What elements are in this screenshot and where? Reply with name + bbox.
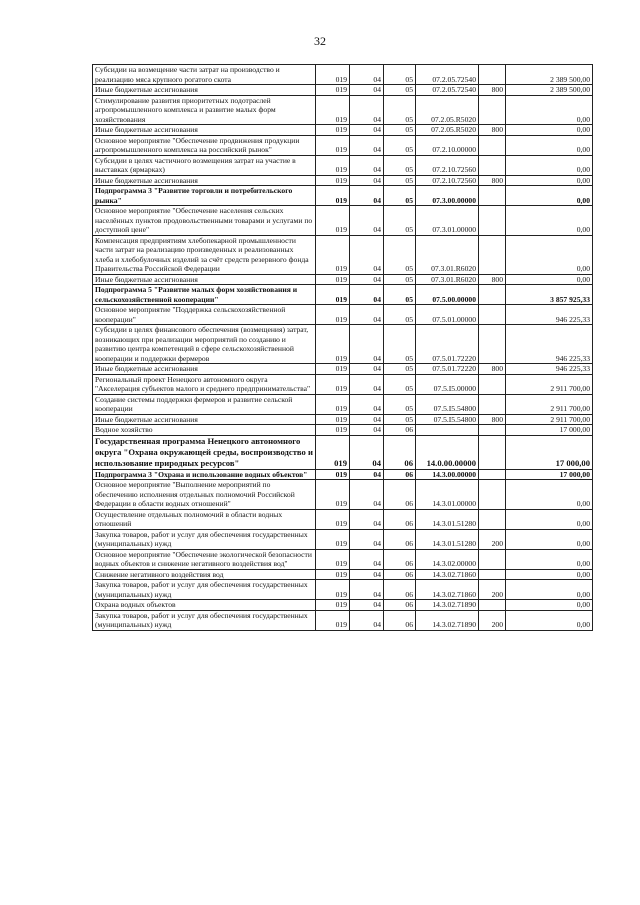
row-name-cell: Создание системы поддержки фермеров и развитие сельской кооперации bbox=[93, 394, 316, 414]
expense-type-cell bbox=[479, 155, 506, 175]
row-name-cell: Закупка товаров, работ и услуг для обеспечения государственных (муниципальных) нужд bbox=[93, 580, 316, 600]
admin-code-cell: 019 bbox=[316, 569, 350, 580]
section-cell: 04 bbox=[350, 580, 384, 600]
subsection-cell: 05 bbox=[384, 235, 416, 274]
expense-type-cell bbox=[479, 325, 506, 364]
row-name-cell: Подпрограмма 5 "Развитие малых форм хозяйствования и сельскохозяйственной кооперации" bbox=[93, 285, 316, 305]
admin-code-cell: 019 bbox=[316, 610, 350, 630]
expense-type-cell bbox=[479, 206, 506, 236]
target-article-cell: 14.3.02.71860 bbox=[416, 569, 479, 580]
admin-code-cell: 019 bbox=[316, 155, 350, 175]
row-name-cell: Подпрограмма 3 "Развитие торговли и потребительского рынка" bbox=[93, 186, 316, 206]
subsection-cell: 05 bbox=[384, 186, 416, 206]
section-cell: 04 bbox=[350, 374, 384, 394]
target-article-cell: 14.3.00.00000 bbox=[416, 469, 479, 480]
admin-code-cell: 019 bbox=[316, 285, 350, 305]
admin-code-cell: 019 bbox=[316, 175, 350, 186]
admin-code-cell: 019 bbox=[316, 580, 350, 600]
row-name-cell: Охрана водных объектов bbox=[93, 600, 316, 611]
expense-type-cell bbox=[479, 65, 506, 85]
row-name-cell: Субсидии в целях частичного возмещения затрат на участие в выставках (ярмарках) bbox=[93, 155, 316, 175]
subsection-cell: 06 bbox=[384, 600, 416, 611]
amount-cell: 0,00 bbox=[506, 509, 593, 529]
expense-type-cell bbox=[479, 469, 506, 480]
target-article-cell: 14.0.00.00000 bbox=[416, 435, 479, 469]
target-article-cell: 14.3.01.51280 bbox=[416, 509, 479, 529]
table-row bbox=[93, 425, 593, 436]
subsection-cell: 06 bbox=[384, 509, 416, 529]
row-name-cell: Иные бюджетные ассигнования bbox=[93, 125, 316, 136]
admin-code-cell: 019 bbox=[316, 135, 350, 155]
admin-code-cell: 019 bbox=[316, 469, 350, 480]
expense-type-cell bbox=[479, 425, 506, 436]
expense-type-cell: 800 bbox=[479, 364, 506, 375]
section-cell: 04 bbox=[350, 155, 384, 175]
target-article-cell: 07.2.05.R5020 bbox=[416, 125, 479, 136]
amount-cell: 0,00 bbox=[506, 125, 593, 136]
expense-type-cell: 800 bbox=[479, 175, 506, 186]
row-name-cell: Закупка товаров, работ и услуг для обеспечения государственных (муниципальных) нужд bbox=[93, 529, 316, 549]
subsection-cell: 06 bbox=[384, 569, 416, 580]
section-cell: 04 bbox=[350, 95, 384, 125]
table-row bbox=[93, 285, 593, 305]
table-row bbox=[93, 580, 593, 600]
expense-type-cell: 200 bbox=[479, 610, 506, 630]
expense-type-cell bbox=[479, 509, 506, 529]
section-cell: 04 bbox=[350, 125, 384, 136]
amount-cell: 946 225,33 bbox=[506, 305, 593, 325]
expense-type-cell bbox=[479, 374, 506, 394]
subsection-cell: 05 bbox=[384, 325, 416, 364]
expense-type-cell: 200 bbox=[479, 529, 506, 549]
subsection-cell: 05 bbox=[384, 394, 416, 414]
table-row bbox=[93, 235, 593, 274]
admin-code-cell: 019 bbox=[316, 529, 350, 549]
admin-code-cell: 019 bbox=[316, 125, 350, 136]
subsection-cell: 06 bbox=[384, 549, 416, 569]
section-cell: 04 bbox=[350, 65, 384, 85]
budget-table-body bbox=[93, 65, 593, 631]
admin-code-cell: 019 bbox=[316, 364, 350, 375]
subsection-cell: 05 bbox=[384, 125, 416, 136]
table-row bbox=[93, 509, 593, 529]
target-article-cell: 07.5.01.72220 bbox=[416, 364, 479, 375]
section-cell: 04 bbox=[350, 85, 384, 96]
target-article-cell: 07.2.10.72560 bbox=[416, 175, 479, 186]
table-row bbox=[93, 480, 593, 510]
subsection-cell: 06 bbox=[384, 425, 416, 436]
expense-type-cell bbox=[479, 285, 506, 305]
row-name-cell: Государственная программа Ненецкого автономного округа "Охрана окружающей среды, воспроизводство и использование природных ресурсов" bbox=[93, 435, 316, 469]
expense-type-cell bbox=[479, 435, 506, 469]
table-row bbox=[93, 325, 593, 364]
table-row bbox=[93, 95, 593, 125]
section-cell: 04 bbox=[350, 235, 384, 274]
row-name-cell: Иные бюджетные ассигнования bbox=[93, 364, 316, 375]
amount-cell: 946 225,33 bbox=[506, 364, 593, 375]
table-row bbox=[93, 569, 593, 580]
amount-cell: 3 857 925,33 bbox=[506, 285, 593, 305]
target-article-cell: 07.2.05.72540 bbox=[416, 65, 479, 85]
section-cell: 04 bbox=[350, 469, 384, 480]
row-name-cell: Иные бюджетные ассигнования bbox=[93, 414, 316, 425]
table-row bbox=[93, 305, 593, 325]
table-row bbox=[93, 469, 593, 480]
amount-cell: 0,00 bbox=[506, 549, 593, 569]
section-cell: 04 bbox=[350, 569, 384, 580]
row-name-cell: Иные бюджетные ассигнования bbox=[93, 175, 316, 186]
table-row bbox=[93, 85, 593, 96]
amount-cell: 0,00 bbox=[506, 274, 593, 285]
target-article-cell: 14.3.02.71860 bbox=[416, 580, 479, 600]
admin-code-cell: 019 bbox=[316, 425, 350, 436]
table-row bbox=[93, 175, 593, 186]
expense-type-cell: 200 bbox=[479, 580, 506, 600]
amount-cell: 0,00 bbox=[506, 235, 593, 274]
row-name-cell: Субсидии на возмещение части затрат на производство и реализацию мяса крупного рогатого скота bbox=[93, 65, 316, 85]
amount-cell: 17 000,00 bbox=[506, 425, 593, 436]
target-article-cell: 07.3.01.R6020 bbox=[416, 235, 479, 274]
row-name-cell: Иные бюджетные ассигнования bbox=[93, 85, 316, 96]
table-row bbox=[93, 435, 593, 469]
amount-cell: 0,00 bbox=[506, 610, 593, 630]
amount-cell: 0,00 bbox=[506, 95, 593, 125]
subsection-cell: 06 bbox=[384, 435, 416, 469]
section-cell: 04 bbox=[350, 480, 384, 510]
section-cell: 04 bbox=[350, 274, 384, 285]
expense-type-cell bbox=[479, 186, 506, 206]
target-article-cell: 07.2.05.72540 bbox=[416, 85, 479, 96]
section-cell: 04 bbox=[350, 610, 384, 630]
section-cell: 04 bbox=[350, 305, 384, 325]
expense-type-cell bbox=[479, 394, 506, 414]
row-name-cell: Основное мероприятие "Обеспечение экологической безопасности водных объектов и снижение негативного воздействия вод" bbox=[93, 549, 316, 569]
section-cell: 04 bbox=[350, 206, 384, 236]
table-row bbox=[93, 364, 593, 375]
row-name-cell: Основное мероприятие "Выполнение мероприятий по обеспечению исполнения отдельных полномочий Российской Федерации в области водных отношений" bbox=[93, 480, 316, 510]
amount-cell: 2 911 700,00 bbox=[506, 414, 593, 425]
expense-type-cell: 800 bbox=[479, 274, 506, 285]
amount-cell: 2 389 500,00 bbox=[506, 85, 593, 96]
subsection-cell: 05 bbox=[384, 285, 416, 305]
row-name-cell: Водное хозяйство bbox=[93, 425, 316, 436]
table-row bbox=[93, 206, 593, 236]
target-article-cell: 07.3.00.00000 bbox=[416, 186, 479, 206]
section-cell: 04 bbox=[350, 549, 384, 569]
table-row bbox=[93, 610, 593, 630]
target-article-cell: 14.3.02.71890 bbox=[416, 600, 479, 611]
target-article-cell: 07.5.I5.00000 bbox=[416, 374, 479, 394]
table-row bbox=[93, 125, 593, 136]
section-cell: 04 bbox=[350, 186, 384, 206]
table-row bbox=[93, 394, 593, 414]
section-cell: 04 bbox=[350, 529, 384, 549]
expense-type-cell bbox=[479, 235, 506, 274]
admin-code-cell: 019 bbox=[316, 186, 350, 206]
target-article-cell: 14.3.02.00000 bbox=[416, 549, 479, 569]
amount-cell: 17 000,00 bbox=[506, 435, 593, 469]
section-cell: 04 bbox=[350, 394, 384, 414]
section-cell: 04 bbox=[350, 285, 384, 305]
admin-code-cell: 019 bbox=[316, 600, 350, 611]
section-cell: 04 bbox=[350, 414, 384, 425]
table-row bbox=[93, 65, 593, 85]
row-name-cell: Основное мероприятие "Поддержка сельскохозяйственной кооперации" bbox=[93, 305, 316, 325]
subsection-cell: 05 bbox=[384, 135, 416, 155]
target-article-cell: 14.3.02.71890 bbox=[416, 610, 479, 630]
row-name-cell: Стимулирование развития приоритетных подотраслей агропромышленного комплекса и развитие малых форм хозяйствования bbox=[93, 95, 316, 125]
section-cell: 04 bbox=[350, 435, 384, 469]
admin-code-cell: 019 bbox=[316, 414, 350, 425]
row-name-cell: Подпрограмма 3 "Охрана и использование водных объектов" bbox=[93, 469, 316, 480]
target-article-cell: 14.3.01.51280 bbox=[416, 529, 479, 549]
amount-cell: 0,00 bbox=[506, 480, 593, 510]
admin-code-cell: 019 bbox=[316, 374, 350, 394]
admin-code-cell: 019 bbox=[316, 65, 350, 85]
section-cell: 04 bbox=[350, 600, 384, 611]
expense-type-cell: 800 bbox=[479, 85, 506, 96]
amount-cell: 2 911 700,00 bbox=[506, 394, 593, 414]
expense-type-cell bbox=[479, 305, 506, 325]
amount-cell: 0,00 bbox=[506, 529, 593, 549]
target-article-cell: 07.5.01.00000 bbox=[416, 305, 479, 325]
target-article-cell bbox=[416, 425, 479, 436]
row-name-cell: Основное мероприятие "Обеспечение продвижения продукции агропромышленного комплекса на российский рынок" bbox=[93, 135, 316, 155]
subsection-cell: 06 bbox=[384, 529, 416, 549]
row-name-cell: Иные бюджетные ассигнования bbox=[93, 274, 316, 285]
amount-cell: 0,00 bbox=[506, 580, 593, 600]
row-name-cell: Основное мероприятие "Обеспечение населения сельских населённых пунктов продовольственными товарами и услугами по доступной цене" bbox=[93, 206, 316, 236]
admin-code-cell: 019 bbox=[316, 509, 350, 529]
expense-type-cell bbox=[479, 95, 506, 125]
admin-code-cell: 019 bbox=[316, 305, 350, 325]
row-name-cell: Закупка товаров, работ и услуг для обеспечения государственных (муниципальных) нужд bbox=[93, 610, 316, 630]
subsection-cell: 05 bbox=[384, 65, 416, 85]
table-row bbox=[93, 549, 593, 569]
table-row bbox=[93, 274, 593, 285]
subsection-cell: 05 bbox=[384, 155, 416, 175]
table-row bbox=[93, 155, 593, 175]
subsection-cell: 05 bbox=[384, 374, 416, 394]
amount-cell: 17 000,00 bbox=[506, 469, 593, 480]
admin-code-cell: 019 bbox=[316, 235, 350, 274]
subsection-cell: 05 bbox=[384, 175, 416, 186]
target-article-cell: 07.2.10.00000 bbox=[416, 135, 479, 155]
admin-code-cell: 019 bbox=[316, 435, 350, 469]
subsection-cell: 05 bbox=[384, 206, 416, 236]
subsection-cell: 06 bbox=[384, 469, 416, 480]
section-cell: 04 bbox=[350, 175, 384, 186]
expense-type-cell bbox=[479, 135, 506, 155]
amount-cell: 2 911 700,00 bbox=[506, 374, 593, 394]
table-row bbox=[93, 414, 593, 425]
admin-code-cell: 019 bbox=[316, 206, 350, 236]
row-name-cell: Субсидии в целях финансового обеспечения (возмещения) затрат, возникающих при реализации мероприятий по созданию и развитию центра компетенций в сфере сельскохозяйственной кооперации и поддержки фермеров bbox=[93, 325, 316, 364]
expense-type-cell bbox=[479, 480, 506, 510]
subsection-cell: 05 bbox=[384, 414, 416, 425]
section-cell: 04 bbox=[350, 509, 384, 529]
target-article-cell: 07.2.10.72560 bbox=[416, 155, 479, 175]
admin-code-cell: 019 bbox=[316, 95, 350, 125]
admin-code-cell: 019 bbox=[316, 394, 350, 414]
expense-type-cell bbox=[479, 600, 506, 611]
table-row bbox=[93, 186, 593, 206]
table-row bbox=[93, 374, 593, 394]
section-cell: 04 bbox=[350, 425, 384, 436]
budget-table bbox=[92, 64, 593, 631]
target-article-cell: 07.2.05.R5020 bbox=[416, 95, 479, 125]
amount-cell: 0,00 bbox=[506, 206, 593, 236]
section-cell: 04 bbox=[350, 364, 384, 375]
admin-code-cell: 019 bbox=[316, 549, 350, 569]
target-article-cell: 07.5.01.72220 bbox=[416, 325, 479, 364]
row-name-cell: Снижение негативного воздействия вод bbox=[93, 569, 316, 580]
expense-type-cell bbox=[479, 549, 506, 569]
target-article-cell: 14.3.01.00000 bbox=[416, 480, 479, 510]
target-article-cell: 07.5.I5.54800 bbox=[416, 414, 479, 425]
section-cell: 04 bbox=[350, 135, 384, 155]
target-article-cell: 07.5.I5.54800 bbox=[416, 394, 479, 414]
amount-cell: 0,00 bbox=[506, 175, 593, 186]
expense-type-cell: 800 bbox=[479, 414, 506, 425]
section-cell: 04 bbox=[350, 325, 384, 364]
row-name-cell: Компенсация предприятиям хлебопекарной промышленности части затрат на реализацию произведенных и реализованных хлеба и хлебобулочных изделий за счёт средств резервного фонда Правительства Российской Федерации bbox=[93, 235, 316, 274]
subsection-cell: 05 bbox=[384, 305, 416, 325]
row-name-cell: Региональный проект Ненецкого автономного округа "Акселерация субъектов малого и среднего предпринимательства" bbox=[93, 374, 316, 394]
amount-cell: 0,00 bbox=[506, 155, 593, 175]
subsection-cell: 05 bbox=[384, 85, 416, 96]
amount-cell: 0,00 bbox=[506, 569, 593, 580]
admin-code-cell: 019 bbox=[316, 325, 350, 364]
subsection-cell: 06 bbox=[384, 580, 416, 600]
subsection-cell: 05 bbox=[384, 274, 416, 285]
amount-cell: 2 389 500,00 bbox=[506, 65, 593, 85]
amount-cell: 946 225,33 bbox=[506, 325, 593, 364]
admin-code-cell: 019 bbox=[316, 274, 350, 285]
table-row bbox=[93, 529, 593, 549]
subsection-cell: 05 bbox=[384, 364, 416, 375]
table-row bbox=[93, 135, 593, 155]
page-number: 32 bbox=[314, 34, 326, 48]
row-name-cell: Осуществление отдельных полномочий в области водных отношений bbox=[93, 509, 316, 529]
subsection-cell: 06 bbox=[384, 480, 416, 510]
table-row bbox=[93, 600, 593, 611]
amount-cell: 0,00 bbox=[506, 135, 593, 155]
expense-type-cell: 800 bbox=[479, 125, 506, 136]
target-article-cell: 07.3.01.00000 bbox=[416, 206, 479, 236]
amount-cell: 0,00 bbox=[506, 186, 593, 206]
admin-code-cell: 019 bbox=[316, 85, 350, 96]
subsection-cell: 05 bbox=[384, 95, 416, 125]
expense-type-cell bbox=[479, 569, 506, 580]
admin-code-cell: 019 bbox=[316, 480, 350, 510]
target-article-cell: 07.5.00.00000 bbox=[416, 285, 479, 305]
subsection-cell: 06 bbox=[384, 610, 416, 630]
target-article-cell: 07.3.01.R6020 bbox=[416, 274, 479, 285]
amount-cell: 0,00 bbox=[506, 600, 593, 611]
